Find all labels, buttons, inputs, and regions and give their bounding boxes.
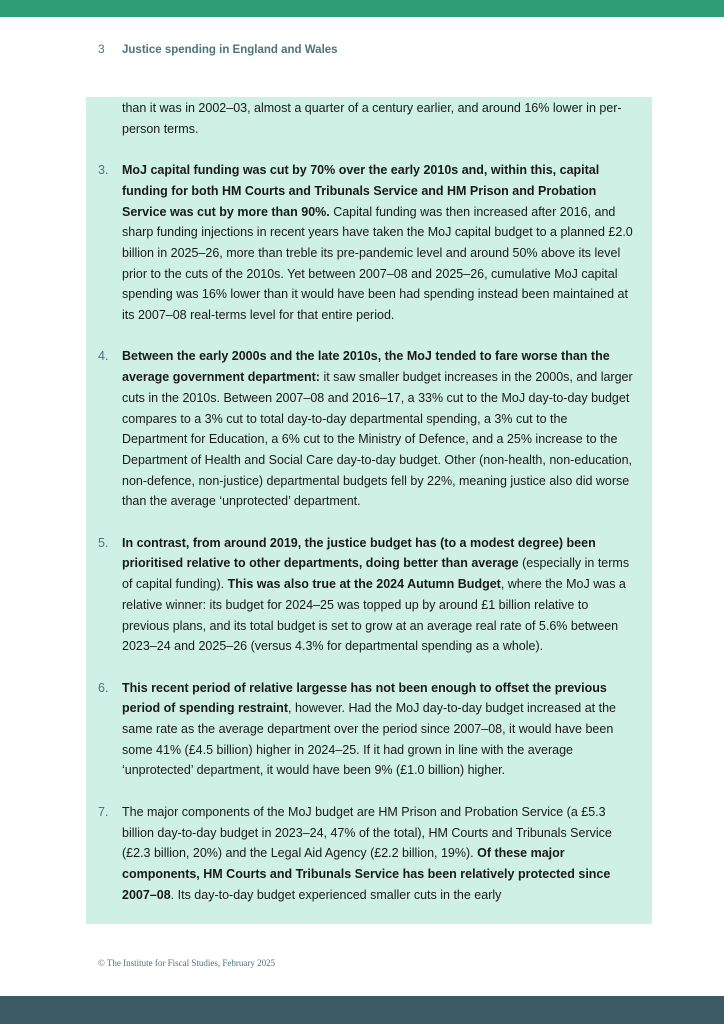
paragraph-bold-lead: Between the early 2000s and the late 2010s, the MoJ tended to fare worse than the average government department: <box>122 349 610 385</box>
paragraph-3 <box>98 160 636 326</box>
paragraph-number: 4. <box>98 349 109 364</box>
paragraph-text: it saw smaller budget increases in the 2000s, and larger cuts in the 2010s. Between 2007–08 and 2016–17, a 33% cut to the MoJ day-to-day budget compares to a 3% cut to total day-to-day departmental spending, a 3% cut to the Department for Education, a 6% cut to the Ministry of Defence, and a 25% increase to the Department of Health and Social Care day-to-day budget. Other (non-health, non-education, non-defence, non-justice) departmental budgets fell by 22%, meaning justice also did worse than the average ‘unprotected’ department. <box>122 370 633 509</box>
paragraph-bold-lead: This recent period of relative largesse has not been enough to offset the previous period of spending restraint <box>122 680 607 716</box>
paragraph-text: The major components of the MoJ budget are HM Prison and Probation Service (a £5.3 billion day-to-day budget in 2023–24, 47% of the total), HM Courts and Tribunals Service (£2.3 billion, 20%) and the Legal Aid Agency (£2.2 billion, 19%). <box>122 804 612 861</box>
paragraph-continuation <box>122 98 636 139</box>
paragraph-4 <box>98 346 636 512</box>
paragraph-number: 6. <box>98 680 109 695</box>
copyright-footer: © The Institute for Fiscal Studies, February 2025 <box>98 958 276 968</box>
paragraph-text: , however. Had the MoJ day-to-day budget increased at the same rate as the average department over the period since 2007–08, it would have been some 41% (£4.5 billion) higher in 2024–25. If it had grown in line with the average ‘unprotected’ department, it would have been 9% (£1.0 billion) higher. <box>122 701 616 778</box>
paragraph-text-continued: , where the MoJ was a relative winner: its budget for 2024–25 was topped up by around £1 billion relative to previous plans, and its total budget is set to grow at an average real rate of 5.6% between 2023–24 and 2025–26 (versus 4.3% for departmental spending as a whole). <box>122 577 626 654</box>
paragraph-7 <box>98 802 636 906</box>
paragraph-bold-lead: MoJ capital funding was cut by 70% over the early 2010s and, within this, capital funding for both HM Courts and Tribunals Service and HM Prison and Probation Service was cut by more than 90%. <box>122 163 600 219</box>
paragraph-number: 3. <box>98 163 109 178</box>
paragraph-bold-inline: Of these major components, HM Courts and Tribunals Service has been relatively protected since 2007–08 <box>122 846 611 902</box>
paragraph-text: (especially in terms of capital funding). <box>122 556 630 592</box>
bottom-accent-bar <box>0 996 724 1024</box>
key-findings-box <box>86 97 652 924</box>
paragraph-bold-inline: This was also true at the 2024 Autumn Budget <box>227 577 501 592</box>
paragraph-6 <box>98 678 636 782</box>
running-title: Justice spending in England and Wales <box>122 44 338 56</box>
paragraph-number: 7. <box>98 804 109 819</box>
paragraph-bold-lead: In contrast, from around 2019, the justice budget has (to a modest degree) been prioritised relative to other departments, doing better than average <box>122 535 596 571</box>
paragraph-5 <box>98 533 636 657</box>
paragraph-text-continued: . Its day-to-day budget experienced smaller cuts in the early <box>170 887 502 902</box>
paragraph-text: Capital funding was then increased after 2016, and sharp funding injections in recent years have taken the MoJ capital budget to a planned £2.0 billion in 2025–26, more than treble its pre-pandemic level and around 50% above its level prior to the cuts of the 2010s. Yet between 2007–08 and 2025–26, cumulative MoJ capital spending was 16% lower than it would have been had spending instead been maintained at its 2007–08 real-terms level for that entire period. <box>122 204 633 323</box>
page-header <box>98 42 338 60</box>
paragraph-number: 5. <box>98 535 109 550</box>
page-number: 3 <box>98 42 105 56</box>
top-accent-bar <box>0 0 724 17</box>
paragraph-text: than it was in 2002–03, almost a quarter of a century earlier, and around 16% lower in per-person terms. <box>122 101 622 136</box>
